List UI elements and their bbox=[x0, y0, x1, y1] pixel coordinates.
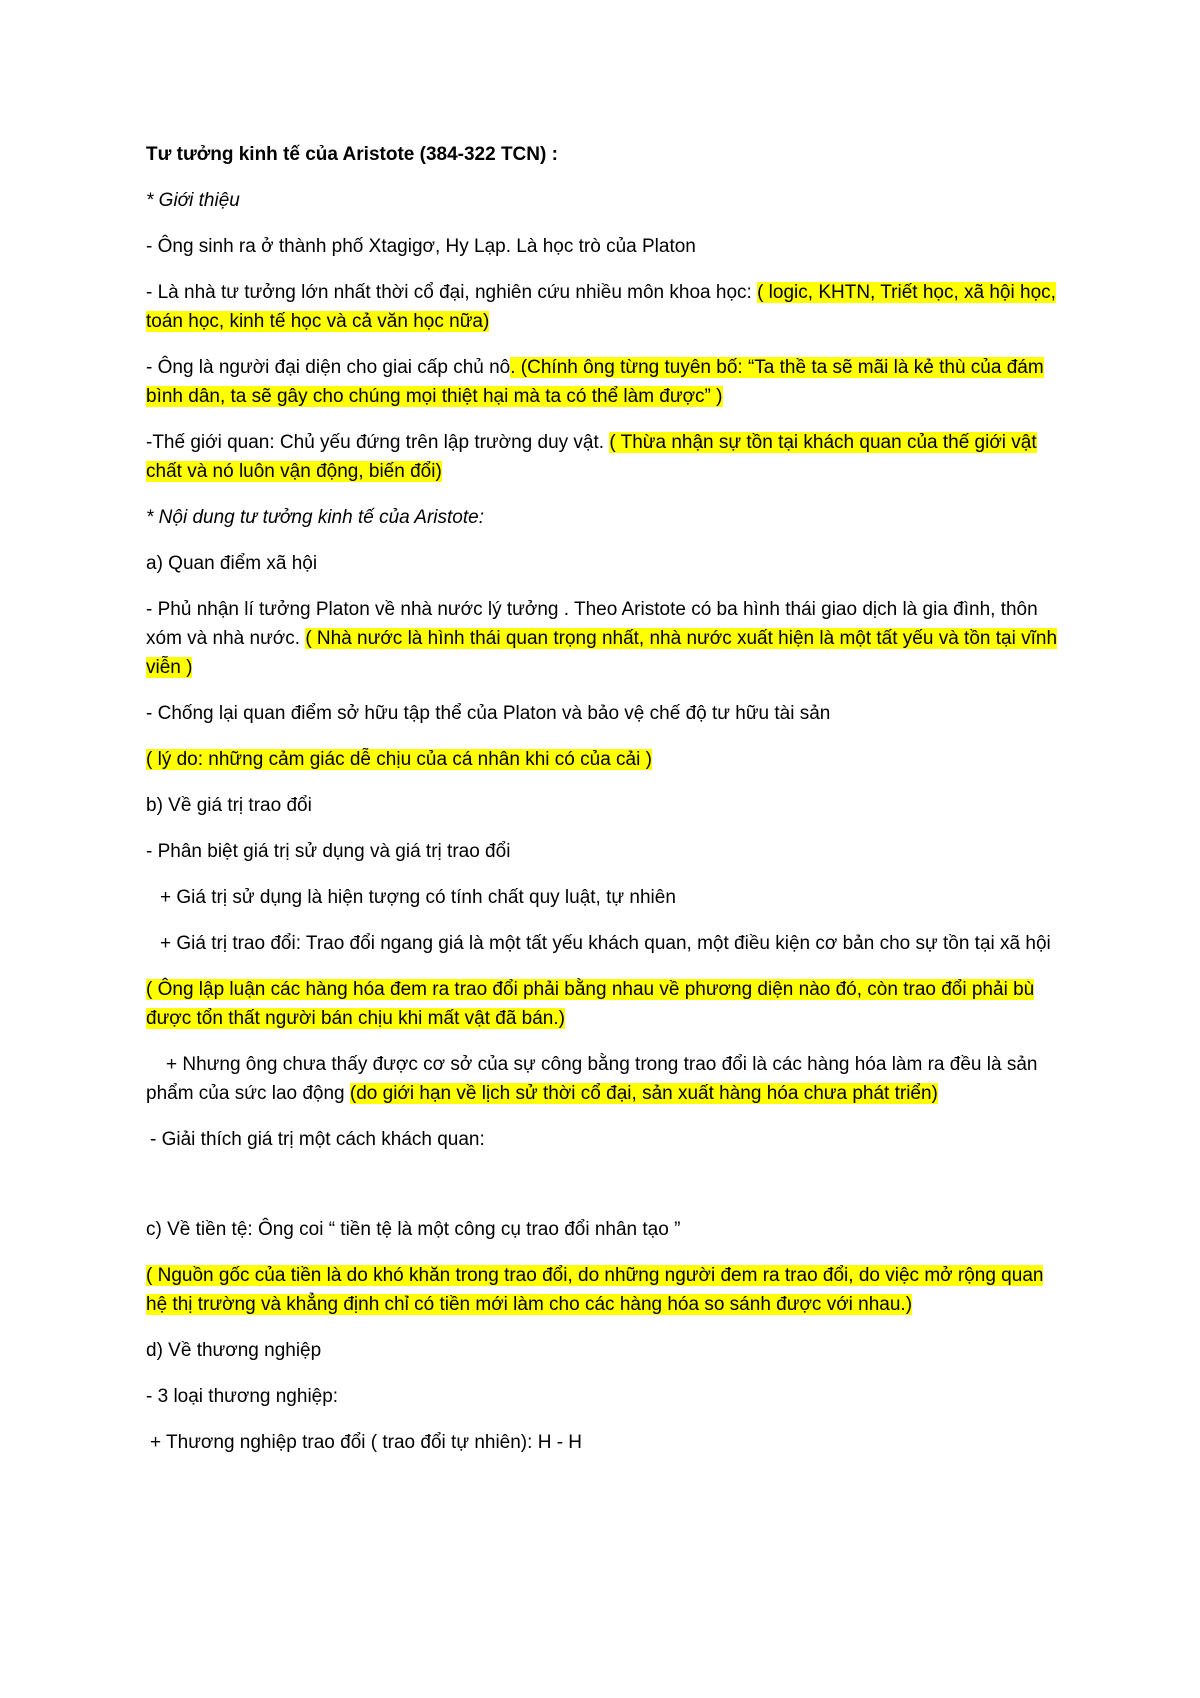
section-a-heading: a) Quan điểm xã hội bbox=[146, 553, 318, 574]
blank-line bbox=[146, 1171, 1066, 1215]
paragraph-reason bbox=[146, 745, 1066, 774]
paragraph-text: - Phủ nhận lí tưởng Platon về nhà nước lý tưởng . Theo Aristote có ba hình thái giao dịch là gia đình, thôn xóm và nhà nước. bbox=[146, 599, 1038, 649]
paragraph-commerce-types: - 3 loại thương nghiệp: bbox=[146, 1386, 339, 1407]
highlighted-text: ( Nhà nước là hình thái quan trọng nhất, nhà nước xuất hiện là một tất yếu và tồn tại vĩnh viễn ) bbox=[146, 628, 1058, 678]
document-title: Tư tưởng kinh tế của Aristote (384-322 TCN) : bbox=[146, 144, 558, 165]
highlighted-text: (do giới hạn về lịch sử thời cổ đại, sản xuất hàng hóa chưa phát triển) bbox=[349, 1083, 938, 1104]
paragraph-text: -Thế giới quan: Chủ yếu đứng trên lập trường duy vật. bbox=[146, 432, 610, 453]
paragraph-text: + Nhưng ông chưa thấy được cơ sở của sự công bằng trong trao đổi là các hàng hóa làm ra đều là sản phẩm của sức lao động bbox=[146, 1054, 1038, 1104]
content-heading: * Nội dung tư tưởng kinh tế của Aristote: bbox=[146, 507, 484, 528]
paragraph-exchange-value: + Giá trị trao đổi: Trao đổi ngang giá là một tất yếu khách quan, một điều kiện cơ bản cho sự tồn tại xã hội bbox=[160, 933, 1051, 954]
highlighted-text: ( logic, KHTN, Triết học, xã hội học, toán học, kinh tế học và cả văn học nữa) bbox=[146, 282, 1056, 332]
paragraph-argument bbox=[146, 975, 1066, 1033]
paragraph-private-property: - Chống lại quan điểm sở hữu tập thể của Platon và bảo vệ chế độ tư hữu tài sản bbox=[146, 703, 831, 724]
paragraph-barter-commerce: + Thương nghiệp trao đổi ( trao đổi tự nhiên): H - H bbox=[150, 1432, 583, 1453]
paragraph-text: - Là nhà tư tưởng lớn nhất thời cổ đại, nghiên cứu nhiều môn khoa học: bbox=[146, 282, 758, 303]
paragraph-objective-value: - Giải thích giá trị một cách khách quan: bbox=[150, 1129, 485, 1150]
paragraph-scholar bbox=[146, 278, 1066, 336]
highlighted-text: ( Ông lập luận các hàng hóa đem ra trao đổi phải bằng nhau về phương diện nào đó, còn trao đổi phải bù được tổn thất người bán chịu khi mất vật đã bán.) bbox=[146, 979, 1035, 1029]
section-d-heading: d) Về thương nghiệp bbox=[146, 1340, 322, 1361]
paragraph-money-origin bbox=[146, 1261, 1066, 1319]
section-b-heading: b) Về giá trị trao đổi bbox=[146, 795, 312, 816]
paragraph-slave-owner bbox=[146, 353, 1066, 411]
highlighted-text: ( Thừa nhận sự tồn tại khách quan của thế giới vật chất và nó luôn vận động, biến đổi) bbox=[146, 432, 1037, 482]
highlighted-text: ( Nguồn gốc của tiền là do khó khăn trong trao đổi, do những người đem ra trao đổi, do việc mở rộng quan hệ thị trường và khẳng định chỉ có tiền mới làm cho các hàng hóa so sánh được với nhau.) bbox=[146, 1265, 1044, 1315]
paragraph-birthplace: - Ông sinh ra ở thành phố Xtagigơ, Hy Lạp. Là học trò của Platon bbox=[146, 236, 696, 257]
paragraph-use-value: + Giá trị sử dụng là hiện tượng có tính chất quy luật, tự nhiên bbox=[160, 887, 676, 908]
highlighted-text: ( lý do: những cảm giác dễ chịu của cá nhân khi có của cải ) bbox=[146, 749, 652, 770]
paragraph-worldview bbox=[146, 428, 1066, 486]
intro-heading: * Giới thiệu bbox=[146, 190, 240, 211]
document-page bbox=[146, 140, 1066, 1474]
section-c-heading: c) Về tiền tệ: Ông coi “ tiền tệ là một công cụ trao đổi nhân tạo ” bbox=[146, 1219, 681, 1240]
paragraph-state-forms bbox=[146, 595, 1066, 682]
paragraph-limitation bbox=[146, 1050, 1066, 1108]
highlighted-text: . (Chính ông từng tuyên bố: “Ta thề ta sẽ mãi là kẻ thù của đám bình dân, ta sẽ gây cho chúng mọi thiệt hại mà ta có thể làm được” ) bbox=[146, 357, 1044, 407]
paragraph-value-distinction: - Phân biệt giá trị sử dụng và giá trị trao đổi bbox=[146, 841, 511, 862]
paragraph-text: - Ông là người đại diện cho giai cấp chủ nô bbox=[146, 357, 511, 378]
